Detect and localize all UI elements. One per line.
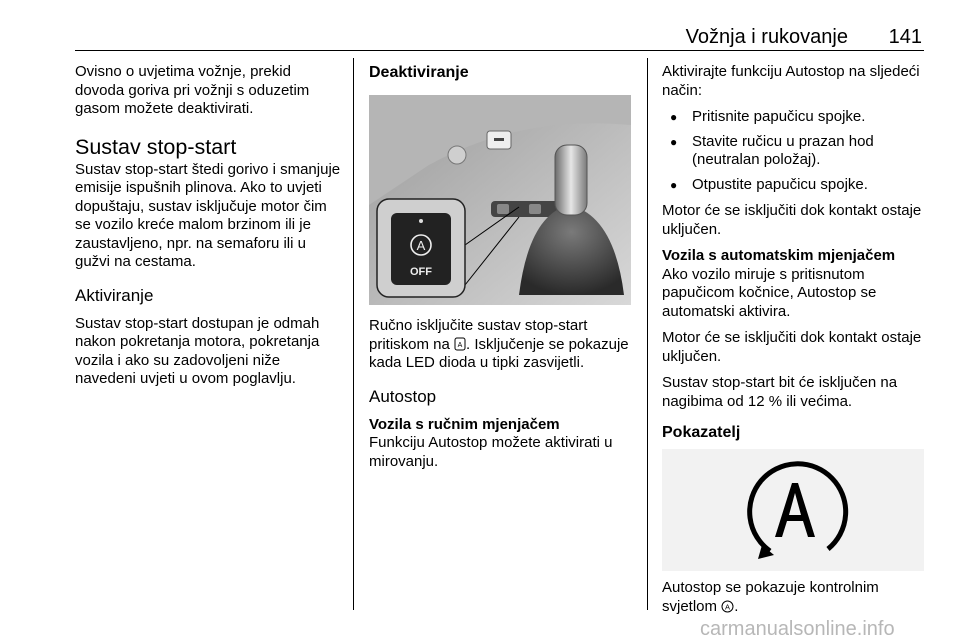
header-rule bbox=[75, 50, 924, 51]
intro-paragraph: Ovisno o uvjetima vožnje, prekid dovoda goriva pri vožnji s oduzetim gasom možete deaktivirati. bbox=[75, 63, 310, 117]
off-button-label: OFF bbox=[410, 266, 432, 278]
list-item: ● Otpustite papučicu spojke. bbox=[662, 176, 927, 195]
stop-start-off-icon bbox=[454, 337, 466, 351]
automatic-transmission-title: Vozila s automatskim mjenjačem bbox=[662, 247, 896, 264]
column-3 bbox=[662, 63, 927, 624]
engine-paragraph-2: Motor će se isključiti dok kontakt ostaje uključen. bbox=[662, 329, 922, 365]
manual-transmission-title: Vozila s ručnim mjenjačem bbox=[369, 415, 560, 433]
watermark: carmanualsonline.info bbox=[700, 618, 895, 640]
deactivation-paragraph: Ručno isključite sustav stop-start pritiskom na A . Isključenje se pokazuje kada LED dioda u tipki zasvijetli. bbox=[369, 317, 629, 371]
list-item: ● Pritisnite papučicu spojke. bbox=[662, 108, 927, 127]
column-1 bbox=[75, 63, 343, 397]
indicator-paragraph: Autostop se pokazuje kontrolnim svjetlom A . bbox=[662, 579, 879, 615]
manual-paragraph: Funkciju Autostop možete aktivirati u mirovanju. bbox=[369, 434, 613, 470]
slope-paragraph: Sustav stop-start bit će isključen na nagibima od 12 % ili većima. bbox=[662, 374, 898, 410]
activation-paragraph: Sustav stop-start dostupan je odmah nakon pokretanja motora, pokretanja vozila i ako su zadovoljeni niže navedeni uvjeti u ovom poglavlju. bbox=[75, 314, 320, 387]
section-title: Sustav stop-start bbox=[75, 134, 237, 159]
column-divider-2 bbox=[647, 58, 648, 610]
autostop-title: Autostop bbox=[369, 386, 437, 406]
autostop-small-icon bbox=[721, 600, 734, 613]
activation-intro: Aktivirajte funkciju Autostop na sljedeći način: bbox=[662, 63, 920, 99]
section-paragraph: Sustav stop-start štedi gorivo i smanjuje emisije ispušnih plinova. Ako to uvjeti dopuštaju, sustav isključuje motor čim se vozilo kreće malom brzinom ili je zaustavljeno, npr. na semaforu ili u gužvi na cestama. bbox=[75, 160, 341, 270]
console-figure bbox=[369, 95, 631, 305]
automatic-paragraph: Ako vozilo miruje s pritisnutom papučicom kočnice, Autostop se automatski aktivira. bbox=[662, 265, 877, 320]
autostop-indicator-figure bbox=[662, 449, 924, 571]
svg-text:A: A bbox=[457, 341, 463, 349]
activation-steps bbox=[662, 108, 927, 194]
engine-paragraph: Motor će se isključiti dok kontakt ostaje uključen. bbox=[662, 202, 922, 238]
svg-text:A: A bbox=[725, 602, 731, 611]
page-number: 141 bbox=[888, 26, 922, 48]
indicator-title: Pokazatelj bbox=[662, 424, 741, 441]
deactivation-title: Deaktiviranje bbox=[369, 64, 469, 81]
column-divider-1 bbox=[353, 58, 354, 610]
list-item: ● Stavite ručicu u prazan hod (neutralan položaj). bbox=[662, 133, 927, 170]
column-2 bbox=[369, 63, 637, 479]
svg-text:A: A bbox=[416, 238, 426, 253]
subsection-title-aktiviranje: Aktiviranje bbox=[75, 285, 154, 305]
header-title: Vožnja i rukovanje bbox=[685, 26, 848, 48]
